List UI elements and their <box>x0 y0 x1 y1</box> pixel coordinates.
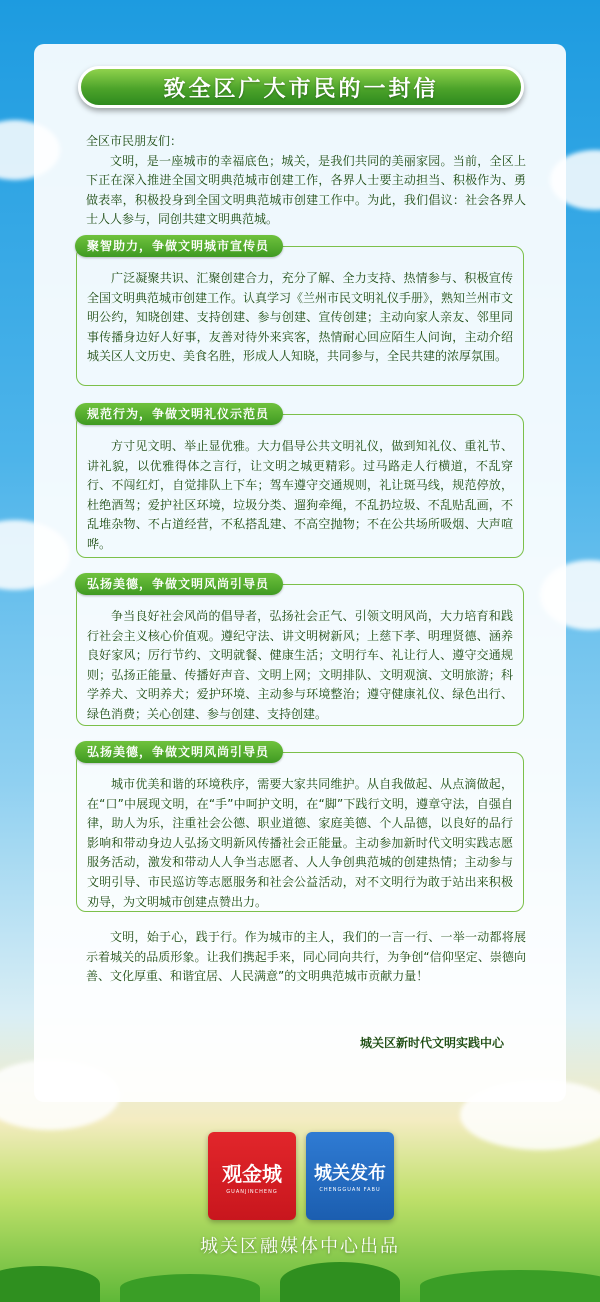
section-2 <box>76 407 524 558</box>
section-3 <box>76 577 524 726</box>
section-body: 争当良好社会风尚的倡导者，弘扬社会正气、引领文明风尚，大力培育和践行社会主义核心价值观。遵纪守法、讲文明树新风；上慈下孝、明理贤德、涵养良好家风；厉行节约、文明就餐、健康生活；文明行车、礼让行人、遵守交通规则；弘扬正能量、传播好声音、文明上网；文明排队、文明观演、文明旅游；科学养犬、文明养犬；爱护环境、主动参与环境整治；遵守健康礼仪、绿色出行、绿色消费；关心创建、参与创建、支持创建。 <box>87 609 513 721</box>
greeting-text: 全区市民朋友们： <box>86 134 183 148</box>
section-4 <box>76 745 524 912</box>
greeting <box>86 132 526 230</box>
section-1 <box>76 239 524 386</box>
section-title: 规范行为，争做文明礼仪示范员 <box>75 403 283 425</box>
guanjincheng-logo <box>208 1132 296 1220</box>
section-title: 弘扬美德，争做文明风尚引导员 <box>75 573 283 595</box>
section-body: 城市优美和谐的环境秩序，需要大家共同维护。从自我做起、从点滴做起，在“口”中展现文明，在“手”中呵护文明，在“脚”下践行文明，遵章守法，自强自律，助人为乐，注重社会公德、职业道德、家庭美德、个人品德，以良好的品行影响和带动身边人弘扬文明新风传播社会正能量。主动参加新时代文明实践志愿服务活动，激发和带动人人争当志愿者、人人争创典范城的创建热情；主动参与文明引导、市民巡访等志愿服务和社会公益活动，对不文明行为敢于站出来积极劝导，为文明城市创建点赞出力。 <box>87 777 513 909</box>
logo-sub-text: GUANJINCHENG <box>226 1188 278 1195</box>
grass-decoration <box>420 1270 600 1302</box>
signature: 城关区新时代文明实践中心 <box>360 1036 505 1050</box>
section-title: 聚智助力，争做文明城市宣传员 <box>75 235 283 257</box>
title-banner <box>78 66 524 108</box>
logo-main-text: 城关发布 <box>314 1163 386 1184</box>
grass-decoration <box>0 1266 100 1302</box>
logo-sub-text: CHENGGUAN FABU <box>319 1187 381 1193</box>
logo-main-text: 观金城 <box>222 1161 282 1186</box>
grass-decoration <box>120 1274 260 1302</box>
section-title: 弘扬美德，争做文明风尚引导员 <box>75 741 283 763</box>
section-body: 广泛凝聚共识、汇聚创建合力，充分了解、全力支持、热情参与、积极宣传全国文明典范城市创建工作。认真学习《兰州市民文明礼仪手册》，熟知兰州市文明公约，知晓创建、支持创建、参与创建、宣传创建；主动向家人亲友、邻里同事传播身边好人好事，友善对待外来宾客，热情耐心回应陌生人问询，主动介绍城关区人文历史、美食名胜，形成人人知晓，共同参与，全民共建的浓厚氛围。 <box>87 271 514 364</box>
section-body: 方寸见文明、举止显优雅。大力倡导公共文明礼仪，做到知礼仪、重礼节、讲礼貌，以优雅得体之言行，让文明之城更精彩。过马路走人行横道，不乱穿行、不闯红灯，自觉排队上下车；驾车遵守交通规则，礼让斑马线，规范停放，杜绝酒驾；爱护社区环境，垃圾分类、遛狗牵绳，不乱扔垃圾、不乱贴乱画，不乱堆杂物、不占道经营，不私搭乱建、不高空抛物；不在公共场所吸烟、大声喧哗。 <box>87 439 513 551</box>
footer-credit: 城关区融媒体中心出品 <box>200 1236 400 1257</box>
closing-paragraph: 文明，始于心，践于行。作为城市的主人，我们的一言一行、一举一动都将展示着城关的品质形象。让我们携起手来，同心同向共行，为争创“信仰坚定、崇德向善、文化厚重、和谐宜居、人民满意”的文明典范城市贡献力量！ <box>86 930 526 983</box>
page-title: 致全区广大市民的一封信 <box>163 75 439 102</box>
intro-paragraph: 文明，是一座城市的幸福底色；城关，是我们共同的美丽家园。当前，全区上下正在深入推进全国文明典范城市创建工作，各界人士要主动担当、积极作为、勇做表率，积极投身到全国文明典范城市创建工作中。为此，我们倡议：社会各界人士人人参与，同创共建文明典范城。 <box>86 153 526 226</box>
chengguan-fabu-logo <box>306 1132 394 1220</box>
grass-decoration <box>280 1262 400 1302</box>
